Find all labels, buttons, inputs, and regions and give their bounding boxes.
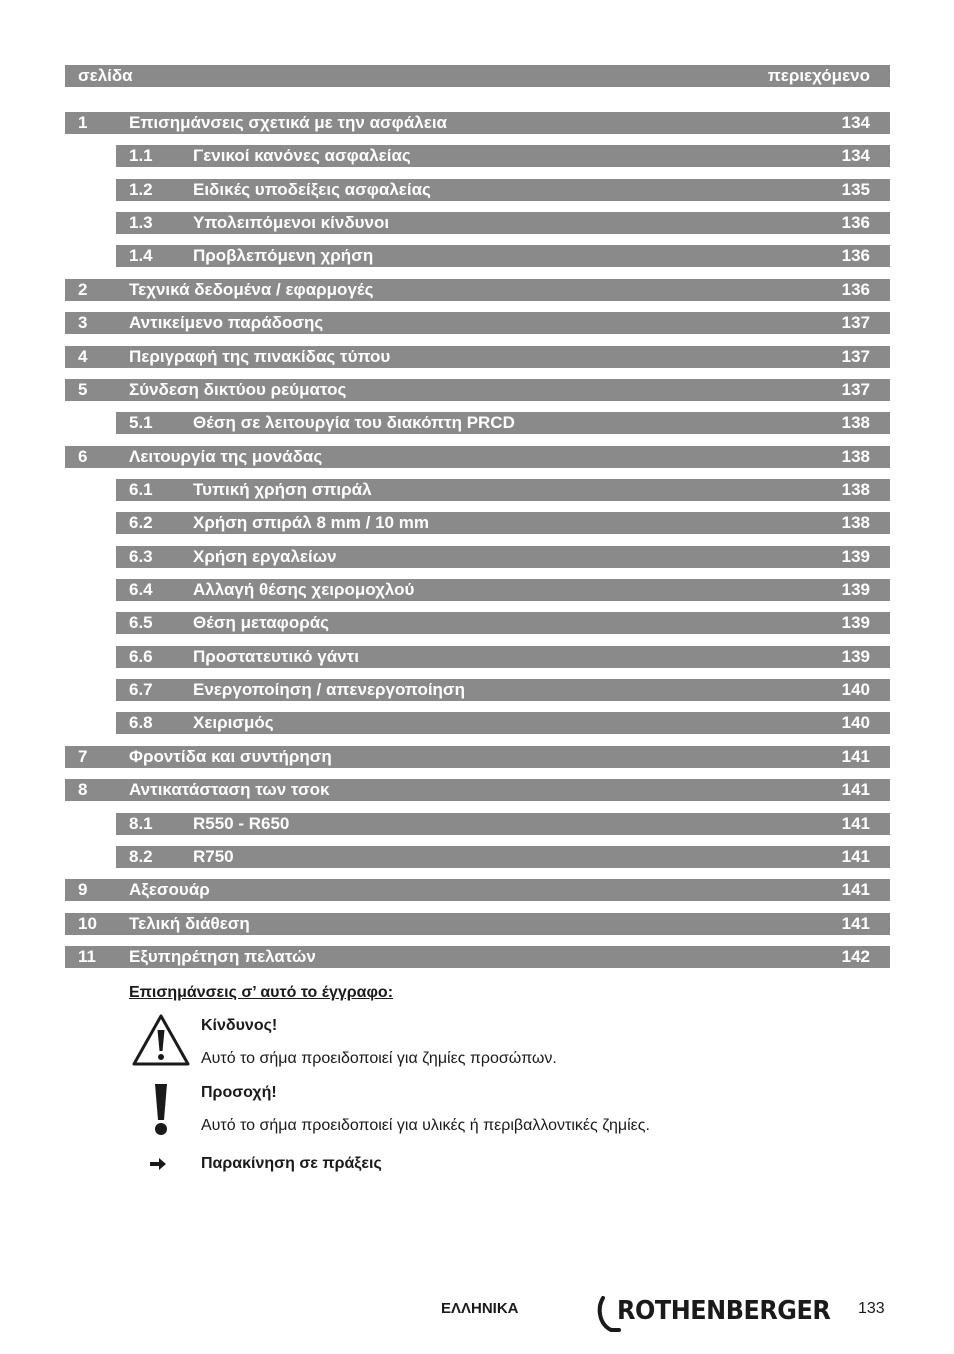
toc-title: Λειτουργία της μονάδας: [129, 447, 323, 466]
toc-number: 8.2: [129, 847, 153, 866]
toc-number: 6.3: [129, 547, 153, 566]
toc-page: 141: [841, 780, 870, 799]
toc-page: 134: [841, 146, 870, 165]
toc-number: 1.4: [129, 246, 153, 265]
toc-section-row[interactable]: [116, 145, 890, 167]
toc-section-row[interactable]: [116, 612, 890, 634]
toc-section-row[interactable]: [116, 512, 890, 534]
toc-section-row[interactable]: [116, 646, 890, 668]
toc-page: 134: [841, 113, 870, 132]
toc-number: 8: [78, 780, 88, 799]
toc-title: Ειδικές υποδείξεις ασφαλείας: [193, 180, 431, 199]
toc-section-row[interactable]: [116, 712, 890, 734]
toc-number: 6.7: [129, 680, 153, 699]
toc-title: R550 - R650: [193, 814, 290, 833]
toc-chapter-row[interactable]: [65, 446, 890, 468]
exclamation-icon: [151, 1083, 171, 1137]
toc-section-row[interactable]: [116, 212, 890, 234]
toc-chapter-row[interactable]: [65, 879, 890, 901]
toc-title: Εξυπηρέτηση πελατών: [129, 947, 316, 966]
toc-number: 6: [78, 447, 88, 466]
notes-title: Επισημάνσεις σ’ αυτό το έγγραφο:: [129, 984, 394, 1001]
toc-section-row[interactable]: [116, 579, 890, 601]
warning-triangle-icon: [131, 1013, 191, 1067]
toc-title: Αξεσουάρ: [129, 880, 210, 899]
toc-page: 141: [841, 747, 870, 766]
toc-page: 139: [841, 547, 870, 566]
toc-section-row[interactable]: [116, 846, 890, 868]
toc-number: 3: [78, 313, 88, 332]
toc-title: Αλλαγή θέσης χειρομοχλού: [193, 580, 415, 599]
toc-title: Τυπική χρήση σπιράλ: [193, 480, 372, 499]
toc-number: 6.1: [129, 480, 153, 499]
toc-title: Χειρισμός: [193, 713, 274, 732]
header-contents-label: περιεχόμενο: [767, 66, 870, 85]
toc-section-row[interactable]: [116, 679, 890, 701]
toc-page: 139: [841, 647, 870, 666]
toc-title: Χρήση εργαλείων: [193, 547, 337, 566]
toc-page: 137: [841, 380, 870, 399]
toc-title: Αντικατάσταση των τσοκ: [129, 780, 330, 799]
toc-chapter-row[interactable]: [65, 913, 890, 935]
toc-title: Σύνδεση δικτύου ρεύματος: [129, 380, 347, 399]
header-page-label: σελίδα: [78, 66, 133, 85]
toc-section-row[interactable]: [116, 412, 890, 434]
toc-number: 6.8: [129, 713, 153, 732]
toc-title: Ενεργοποίηση / απενεργοποίηση: [193, 680, 465, 699]
page-number: 133: [858, 1300, 885, 1317]
footer-language: ΕΛΛΗΝΙΚΑ: [441, 1300, 519, 1317]
toc-title: Φροντίδα και συντήρηση: [129, 747, 332, 766]
toc-title: Γενικοί κανόνες ασφαλείας: [193, 146, 411, 165]
toc-page: 139: [841, 613, 870, 632]
toc-number: 1: [78, 113, 88, 132]
toc-number: 2: [78, 280, 88, 299]
toc-title: Θέση σε λειτουργία του διακόπτη PRCD: [193, 413, 515, 432]
toc-number: 8.1: [129, 814, 153, 833]
caution-text: Αυτό το σήμα προειδοποιεί για υλικές ή περιβαλλοντικές ζημίες.: [201, 1117, 650, 1134]
toc-section-row[interactable]: [116, 479, 890, 501]
toc-page: 136: [841, 213, 870, 232]
toc-chapter-row[interactable]: [65, 779, 890, 801]
toc-title: Περιγραφή της πινακίδας τύπου: [129, 347, 391, 366]
toc-page: 135: [841, 180, 870, 199]
toc-number: 1.1: [129, 146, 153, 165]
caution-title: Προσοχή!: [201, 1084, 277, 1101]
toc-page: 138: [841, 480, 870, 499]
toc-title: Προστατευτικό γάντι: [193, 647, 359, 666]
toc-title: Τελική διάθεση: [129, 914, 250, 933]
toc-section-row[interactable]: [116, 546, 890, 568]
toc-page: 141: [841, 914, 870, 933]
toc-number: 6.2: [129, 513, 153, 532]
toc-section-row[interactable]: [116, 813, 890, 835]
toc-number: 10: [78, 914, 97, 933]
toc-page: 142: [841, 947, 870, 966]
toc-page: 141: [841, 814, 870, 833]
toc-number: 9: [78, 880, 88, 899]
toc-number: 6.6: [129, 647, 153, 666]
toc-chapter-row[interactable]: [65, 346, 890, 368]
toc-number: 4: [78, 347, 88, 366]
toc-page: 141: [841, 880, 870, 899]
toc-number: 1.3: [129, 213, 153, 232]
toc-page: 137: [841, 347, 870, 366]
toc-number: 5: [78, 380, 88, 399]
toc-section-row[interactable]: [116, 245, 890, 267]
toc-title: R750: [193, 847, 234, 866]
toc-page: 140: [841, 680, 870, 699]
arrow-right-icon: [150, 1157, 166, 1171]
toc-chapter-row[interactable]: [65, 946, 890, 968]
toc-page: 138: [841, 447, 870, 466]
toc-page: 136: [841, 246, 870, 265]
brand-logo: [595, 1294, 840, 1334]
toc-title: Προβλεπόμενη χρήση: [193, 246, 374, 265]
toc-title: Θέση μεταφοράς: [193, 613, 330, 632]
toc-page: 137: [841, 313, 870, 332]
toc-page: 140: [841, 713, 870, 732]
toc-chapter-row[interactable]: [65, 746, 890, 768]
toc-title: Υπολειπόμενοι κίνδυνοι: [193, 213, 390, 232]
toc-chapter-row[interactable]: [65, 379, 890, 401]
toc-number: 6.4: [129, 580, 153, 599]
toc-header: [65, 65, 890, 87]
toc-title: Χρήση σπιράλ 8 mm / 10 mm: [193, 513, 429, 532]
brand-name: ROTHENBERGER: [617, 1296, 831, 1326]
toc-title: Επισημάνσεις σχετικά με την ασφάλεια: [129, 113, 447, 132]
toc-page: 138: [841, 413, 870, 432]
toc-chapter-row[interactable]: [65, 312, 890, 334]
toc-title: Τεχνικά δεδομένα / εφαρμογές: [129, 280, 374, 299]
danger-title: Κίνδυνος!: [201, 1017, 278, 1034]
toc-title: Αντικείμενο παράδοσης: [129, 313, 324, 332]
toc-page: 136: [841, 280, 870, 299]
danger-text: Αυτό το σήμα προειδοποιεί για ζημίες προσώπων.: [201, 1050, 557, 1067]
toc-chapter-row[interactable]: [65, 112, 890, 134]
toc-number: 6.5: [129, 613, 153, 632]
toc-number: 11: [78, 947, 96, 966]
action-title: Παρακίνηση σε πράξεις: [201, 1155, 382, 1172]
toc-chapter-row[interactable]: [65, 279, 890, 301]
toc-page: 138: [841, 513, 870, 532]
toc-number: 1.2: [129, 180, 153, 199]
toc-number: 5.1: [129, 413, 153, 432]
toc-page: 141: [841, 847, 870, 866]
toc-number: 7: [78, 747, 88, 766]
toc-section-row[interactable]: [116, 179, 890, 201]
toc-page: 139: [841, 580, 870, 599]
